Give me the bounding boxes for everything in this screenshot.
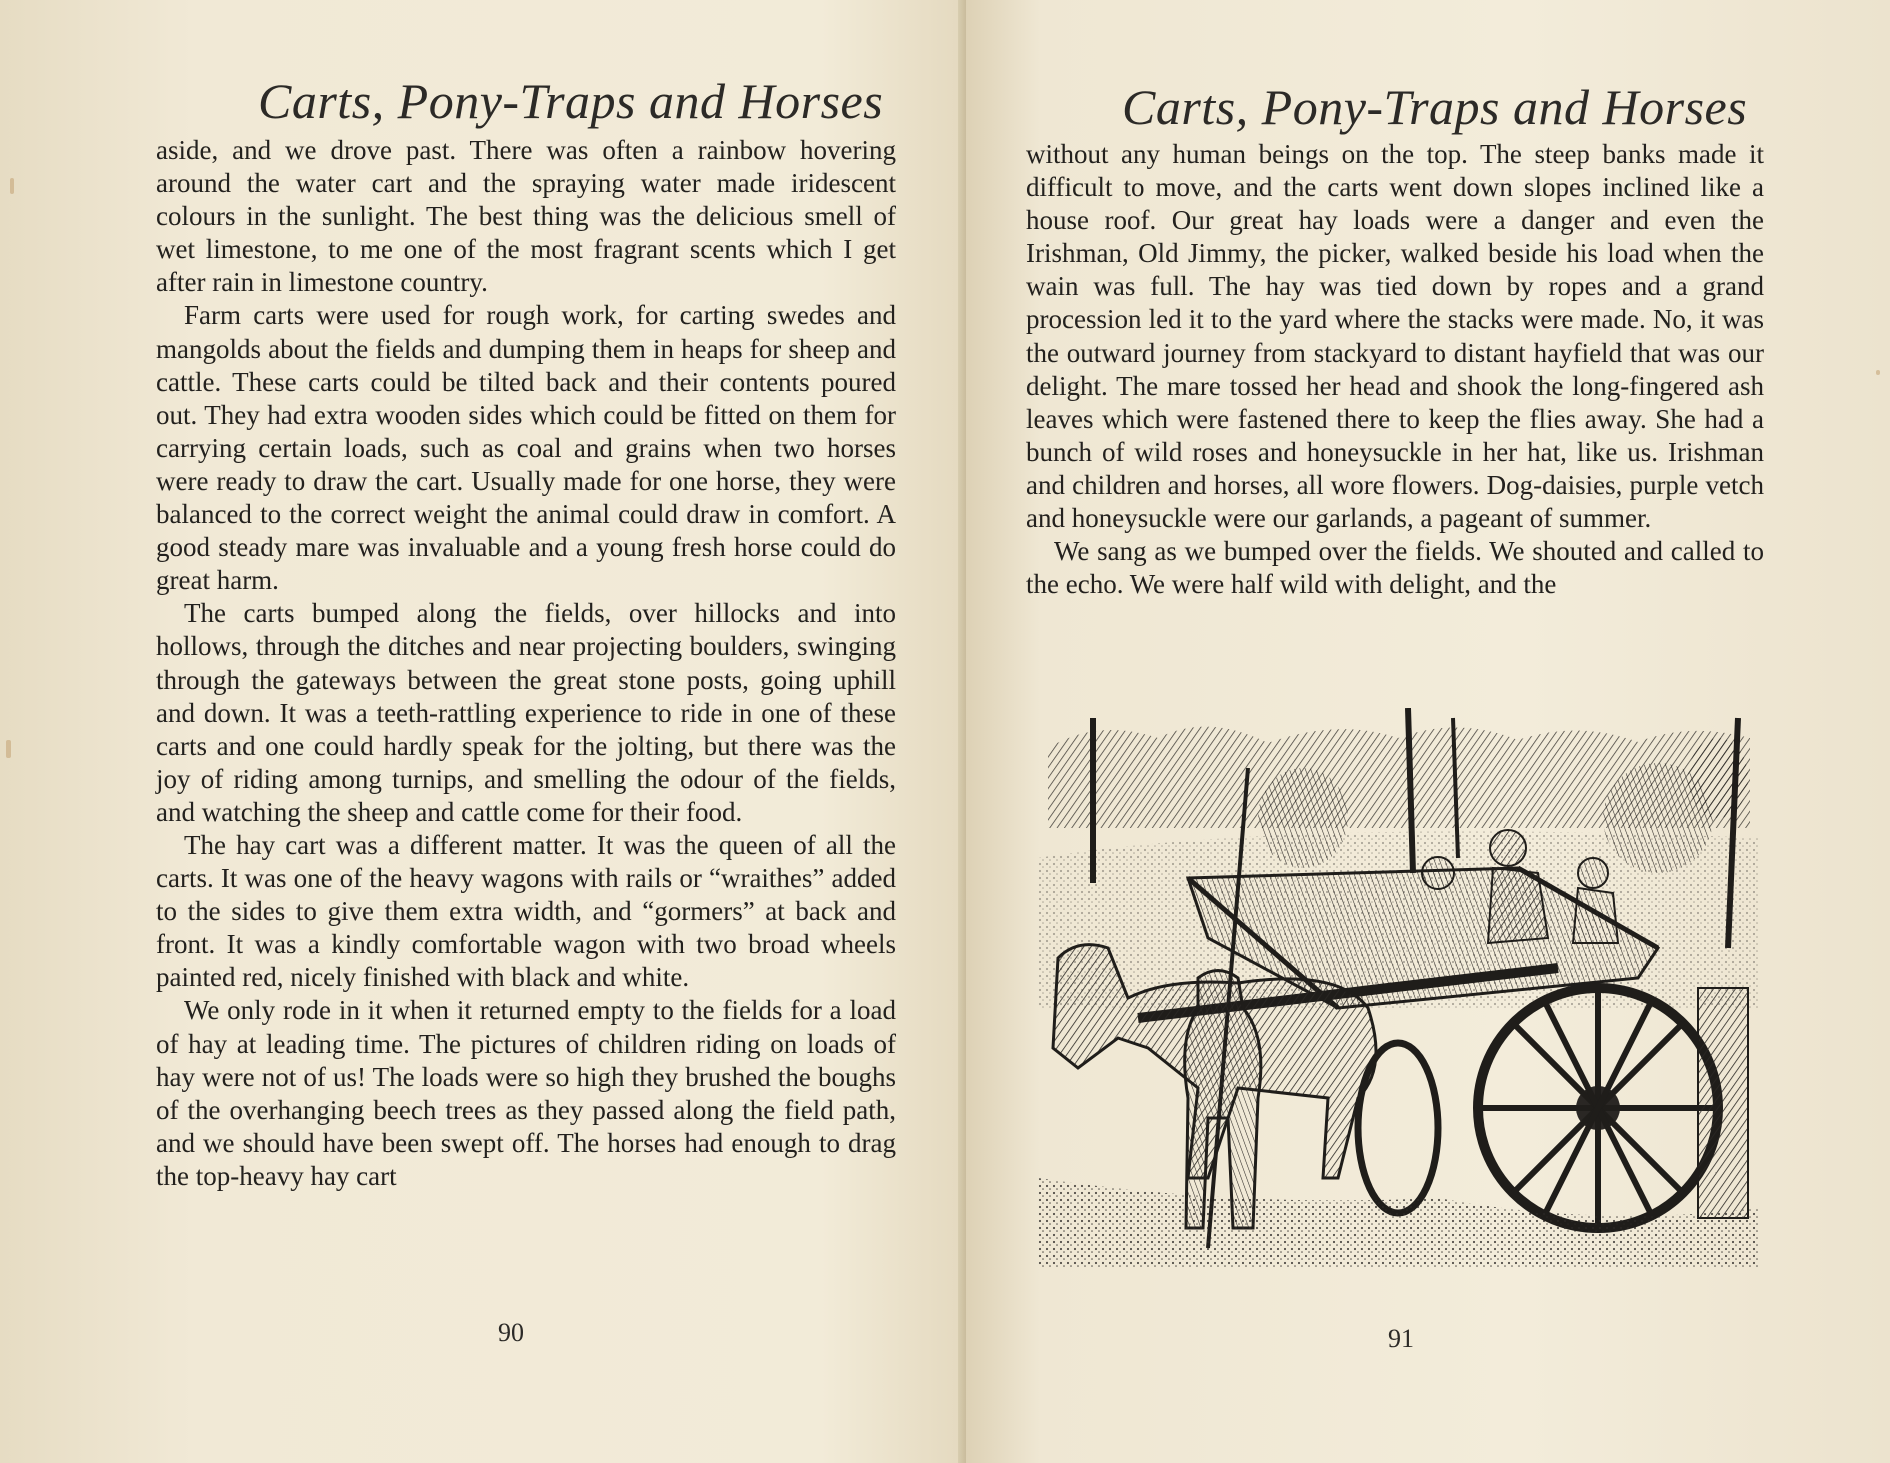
- paragraph: The carts bumped along the fields, over hillocks and into hollows, through the ditches and near projecting boulders, swinging through the gateways between the great stone posts, going uphill and down. It was a teeth-rattling experience to ride in one of these carts and one could hardly speak for the jolting, but there was the joy of riding among turnips, and smelling the odour of the fields, and watching the sheep and cattle come for their food.: [156, 598, 896, 827]
- paragraph: aside, and we drove past. There was often a rainbow hovering around the water cart and the spraying water made iridescent colours in the sunlight. The best thing was the delicious smell of wet limestone, to me one of the most fragrant scents which I get after rain in limestone country.: [156, 135, 896, 298]
- paper-stain: [1876, 370, 1880, 375]
- child-figure: [1422, 857, 1454, 889]
- paragraph: The hay cart was a different matter. It was the queen of all the carts. It was one of the heavy wagons with rails or “wraithes” added to the sides to give them extra width, and “gormers” at back and front. It was a kindly comfortable wagon with two broad wheels painted red, nicely finished with black and white.: [156, 829, 896, 993]
- running-head-right: Carts, Pony-Traps and Horses: [1122, 79, 1748, 135]
- hay-cart-engraving: [1038, 708, 1758, 1268]
- ground: [1038, 1178, 1758, 1268]
- paper-stain: [10, 178, 14, 194]
- paragraph: We sang as we bumped over the fields. We shouted and called to the echo. We were half wild with delight, and the: [1026, 536, 1764, 600]
- body-text-left: [156, 134, 896, 1193]
- paragraph: Farm carts were used for rough work, for carting swedes and mangolds about the fields and dumping them in heaps for sheep and cattle. These carts could be tilted back and their contents poured out. They had extra wooden sides which could be fitted on them for carrying certain loads, such as coal and grains when two horses were ready to draw the cart. Usually made for one horse, they were balanced to the correct weight the animal could draw in comfort. A good steady mare was invaluable and a young fresh horse could do great harm.: [156, 300, 896, 596]
- right-page: [966, 0, 1890, 1463]
- paper-stain: [6, 740, 11, 758]
- person-figure: [1490, 830, 1526, 866]
- rear-wheel: [1358, 1043, 1438, 1213]
- running-head-left: Carts, Pony-Traps and Horses: [258, 73, 884, 129]
- page-number-right: 91: [1388, 1324, 1414, 1353]
- page-number-left: 90: [498, 1318, 524, 1347]
- gate-post: [1698, 988, 1748, 1218]
- body-text-right: [1026, 138, 1764, 601]
- paragraph: without any human beings on the top. The steep banks made it difficult to move, and the carts went down slopes inclined like a house roof. Our great hay loads were a danger and even the Irishman, Old Jimmy, the picker, walked beside his load when the wain was full. The hay was tied down by ropes and a grand procession led it to the yard where the stacks were made. No, it was the outward journey from stackyard to distant hayfield that was our delight. The mare tossed her head and shook the long-fingered ash leaves which were fastened there to keep the flies away. She had a bunch of wild roses and honeysuckle in her hat, like us. Irishman and children and horses, all wore flowers. Dog-daisies, purple vetch and honeysuckle were our garlands, a pageant of summer.: [1026, 139, 1764, 534]
- child-figure: [1578, 858, 1608, 888]
- paragraph: We only rode in it when it returned empty to the fields for a load of hay at leading time. The pictures of children riding on loads of hay were not of us! The loads were so high they brushed the boughs of the overhanging beech trees as they passed along the field path, and we should have been swept off. The horses had enough to drag the top-heavy hay cart: [156, 995, 896, 1191]
